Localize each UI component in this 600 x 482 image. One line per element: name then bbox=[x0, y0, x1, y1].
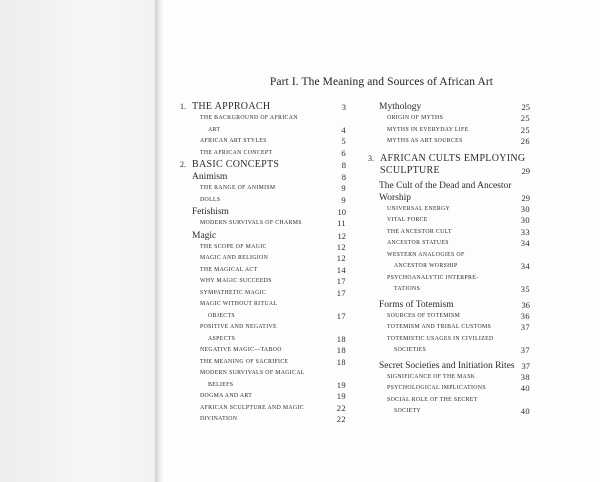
toc-entry bbox=[368, 204, 530, 216]
toc-entry bbox=[368, 238, 530, 250]
toc-entry-text: AFRICAN CULTS EMPLOYING bbox=[380, 152, 526, 164]
toc-entry bbox=[180, 322, 346, 334]
toc-entry-text: Forms of Totemism bbox=[379, 299, 454, 310]
toc-entry-text: THE MAGICAL ACT bbox=[200, 266, 258, 273]
toc-page-number: 18 bbox=[336, 356, 346, 367]
toc-entry-text: BELIEFS bbox=[208, 381, 234, 388]
toc-page-number: 36 bbox=[521, 299, 530, 310]
toc-entry bbox=[180, 195, 346, 207]
toc-entry-text: THE SCOPE OF MAGIC bbox=[200, 243, 267, 250]
toc-entry-text: DIVINATION bbox=[200, 416, 238, 422]
toc-page-number: 22 bbox=[336, 414, 346, 424]
toc-entry-text: THE APPROACH bbox=[192, 101, 271, 112]
toc-column-left bbox=[180, 101, 346, 426]
toc-entry-text: THE ANCESTOR CULT bbox=[387, 228, 452, 235]
toc-page-number: 36 bbox=[520, 310, 530, 321]
toc-entry bbox=[180, 101, 346, 113]
toc-entry-text: MYTHS AS ART SOURCES bbox=[387, 138, 463, 144]
toc-entry-text: ORIGIN OF MYTHS bbox=[387, 115, 444, 121]
toc-page-number: 29 bbox=[521, 165, 530, 176]
toc-page-number: 25 bbox=[521, 102, 530, 112]
toc-entry-text: SOCIAL ROLE OF THE SECRET bbox=[387, 396, 478, 403]
toc-entry bbox=[180, 403, 346, 415]
toc-entry-text: ANCESTOR WORSHIP bbox=[394, 263, 458, 269]
toc-page-number: 25 bbox=[520, 124, 530, 135]
toc-page-number: 26 bbox=[520, 136, 530, 146]
toc-page-number: 22 bbox=[336, 402, 346, 413]
toc-entry-text: Fetishism bbox=[192, 207, 229, 217]
toc-entry bbox=[368, 227, 530, 239]
toc-entry-text: THE AFRICAN CONCEPT bbox=[200, 149, 273, 156]
toc-entry bbox=[368, 284, 530, 296]
toc-page-number: 9 bbox=[341, 183, 346, 193]
toc-entry-text: NEGATIVE MAGIC—TABOO bbox=[200, 347, 282, 353]
toc-page-number: 30 bbox=[520, 203, 530, 214]
toc-entry-text: PSYCHOLOGICAL IMPLICATIONS bbox=[387, 385, 486, 391]
toc-entry-text: PSYCHOANALYTIC INTERPRE- bbox=[387, 274, 479, 281]
toc-entry-text: AFRICAN SCULPTURE AND MAGIC bbox=[200, 404, 304, 411]
toc-entry-text: MODERN SURVIVALS OF MAGICAL bbox=[200, 370, 305, 376]
toc-column-right bbox=[368, 101, 530, 418]
toc-entry-text: SOCIETY bbox=[394, 408, 421, 414]
toc-entry bbox=[368, 372, 530, 384]
toc-entry bbox=[368, 334, 530, 346]
toc-entry bbox=[180, 276, 346, 288]
toc-entry-text: MODERN SURVIVALS OF CHARMS bbox=[200, 220, 302, 226]
section-number: 2. bbox=[180, 160, 186, 169]
toc-entry-text: Animism bbox=[192, 172, 228, 182]
toc-page-number: 30 bbox=[520, 215, 530, 225]
toc-entry-text: UNIVERSAL ENERGY bbox=[387, 205, 451, 212]
toc-entry bbox=[368, 406, 530, 418]
toc-entry-text: BASIC CONCEPTS bbox=[192, 159, 280, 170]
toc-entry bbox=[180, 171, 346, 183]
toc-page-number: 25 bbox=[520, 113, 530, 123]
toc-entry bbox=[368, 360, 530, 372]
toc-entry bbox=[368, 180, 530, 192]
toc-entry bbox=[368, 311, 530, 323]
toc-entry bbox=[368, 345, 530, 357]
toc-entry bbox=[180, 242, 346, 254]
toc-entry bbox=[180, 299, 346, 311]
toc-entry-text: THE MEANING OF SACRIFICE bbox=[200, 358, 289, 365]
toc-entry-text: TOTEMISM AND TRIBAL CUSTOMS bbox=[387, 324, 492, 330]
toc-page-number: 12 bbox=[336, 253, 346, 263]
toc-page-number: 9 bbox=[341, 194, 346, 205]
toc-entry bbox=[180, 125, 346, 137]
toc-page-number: 5 bbox=[341, 136, 346, 146]
toc-entry-text: THE RANGE OF ANIMISM bbox=[200, 185, 276, 191]
toc-entry-text: Mythology bbox=[379, 102, 422, 112]
toc-entry-text: DOLLS bbox=[200, 196, 221, 203]
toc-entry-text: Worship bbox=[379, 192, 411, 203]
toc-entry bbox=[180, 253, 346, 265]
toc-page-number: 10 bbox=[337, 207, 346, 217]
toc-page-number: 17 bbox=[336, 276, 346, 286]
toc-entry bbox=[180, 159, 346, 171]
toc-entry bbox=[368, 395, 530, 407]
toc-page-number: 29 bbox=[521, 192, 530, 203]
toc-entry bbox=[368, 273, 530, 285]
toc-entry-text: TOTEMISTIC USAGES IN CIVILIZED bbox=[387, 335, 494, 342]
toc-entry bbox=[368, 165, 530, 177]
toc-entry bbox=[368, 383, 530, 395]
toc-entry-text: POSITIVE AND NEGATIVE bbox=[200, 324, 277, 330]
toc-entry-text: VITAL FORCE bbox=[387, 217, 428, 223]
toc-entry-text: DOGMA AND ART bbox=[200, 393, 253, 399]
toc-entry bbox=[180, 218, 346, 230]
toc-page-number: 35 bbox=[520, 284, 530, 294]
toc-entry bbox=[180, 334, 346, 346]
toc-page-number: 19 bbox=[336, 391, 346, 401]
toc-entry bbox=[180, 206, 346, 218]
toc-entry-text: THE BACKGROUND OF AFRICAN bbox=[200, 115, 298, 121]
toc-page-number: 18 bbox=[336, 345, 346, 355]
toc-entry bbox=[368, 261, 530, 273]
toc-page-number: 12 bbox=[336, 241, 346, 252]
toc-page-number: 38 bbox=[520, 371, 530, 382]
toc-entry bbox=[368, 113, 530, 125]
toc-entry bbox=[368, 250, 530, 262]
toc-entry bbox=[180, 148, 346, 160]
toc-page-number: 6 bbox=[341, 147, 346, 158]
toc-entry bbox=[180, 345, 346, 357]
toc-page-number: 4 bbox=[341, 124, 346, 135]
toc-entry bbox=[368, 101, 530, 113]
toc-entry-text: Magic bbox=[192, 230, 217, 241]
toc-entry-text: Secret Societies and Initiation Rites bbox=[379, 360, 515, 371]
toc-entry bbox=[368, 322, 530, 334]
toc-entry bbox=[180, 288, 346, 300]
toc-page-number: 37 bbox=[521, 360, 530, 371]
toc-entry bbox=[368, 192, 530, 204]
page-title: Part I. The Meaning and Sources of African Art bbox=[269, 76, 494, 88]
toc-entry-text: OBJECTS bbox=[208, 312, 235, 319]
toc-entry bbox=[180, 183, 346, 195]
toc-entry bbox=[368, 299, 530, 311]
toc-page-number: 17 bbox=[336, 287, 346, 298]
toc-entry bbox=[180, 368, 346, 380]
toc-page-number: 37 bbox=[520, 345, 530, 355]
toc-entry bbox=[368, 125, 530, 137]
toc-entry-text: MAGIC AND RELIGION bbox=[200, 255, 269, 261]
toc-page-number: 19 bbox=[336, 379, 346, 390]
toc-page-number: 8 bbox=[341, 172, 346, 182]
toc-entry-text: AFRICAN ART STYLES bbox=[200, 138, 267, 144]
book-gutter bbox=[155, 0, 163, 482]
toc-page-number: 17 bbox=[336, 310, 346, 321]
toc-entry bbox=[368, 153, 530, 165]
toc-entry bbox=[180, 391, 346, 403]
toc-page-number: 33 bbox=[520, 226, 530, 237]
toc-page-number: 14 bbox=[336, 264, 346, 275]
toc-entry bbox=[180, 136, 346, 148]
left-page-edge bbox=[0, 0, 158, 482]
toc-entry-text: SCULPTURE bbox=[380, 164, 440, 176]
toc-page-number: 34 bbox=[520, 261, 530, 271]
toc-page-number: 12 bbox=[337, 230, 346, 241]
toc-entry-text: SIGNIFICANCE OF THE MASK bbox=[387, 373, 476, 380]
toc-entry-text: SOCIETIES bbox=[394, 347, 427, 353]
toc-page-number: 8 bbox=[341, 160, 346, 170]
toc-entry bbox=[180, 380, 346, 392]
toc-page-number: 11 bbox=[337, 218, 346, 228]
toc-page-number: 34 bbox=[520, 238, 530, 248]
toc-page-number: 40 bbox=[520, 383, 530, 393]
toc-entry bbox=[180, 113, 346, 125]
toc-entry bbox=[180, 414, 346, 426]
toc-page-number: 37 bbox=[520, 322, 530, 332]
toc-entry-text: ANCESTOR STATUES bbox=[387, 240, 449, 246]
toc-entry-text: SOURCES OF TOTEMISM bbox=[387, 312, 461, 319]
toc-page-number: 3 bbox=[341, 102, 346, 112]
toc-entry bbox=[180, 230, 346, 242]
toc-entry-text: MYTHS IN EVERYDAY LIFE bbox=[387, 126, 469, 133]
toc-entry-text: The Cult of the Dead and Ancestor bbox=[379, 180, 512, 191]
toc-entry bbox=[180, 311, 346, 323]
toc-entry-text: ART bbox=[208, 126, 221, 133]
toc-entry bbox=[180, 357, 346, 369]
toc-entry bbox=[368, 215, 530, 227]
toc-entry bbox=[368, 136, 530, 148]
toc-entry-text: SYMPATHETIC MAGIC bbox=[200, 289, 267, 296]
toc-entry-text: MAGIC WITHOUT RITUAL bbox=[200, 301, 278, 307]
toc-entry bbox=[180, 265, 346, 277]
section-number: 1. bbox=[180, 102, 186, 111]
section-number: 3. bbox=[368, 153, 374, 163]
toc-page-number: 40 bbox=[520, 406, 530, 416]
toc-page-number: 18 bbox=[336, 333, 346, 344]
toc-entry-text: WHY MAGIC SUCCEEDS bbox=[200, 278, 272, 284]
toc-entry-text: TATIONS bbox=[394, 286, 421, 292]
toc-entry-text: WESTERN ANALOGIES OF bbox=[387, 251, 465, 258]
toc-entry-text: ASPECTS bbox=[208, 335, 236, 342]
